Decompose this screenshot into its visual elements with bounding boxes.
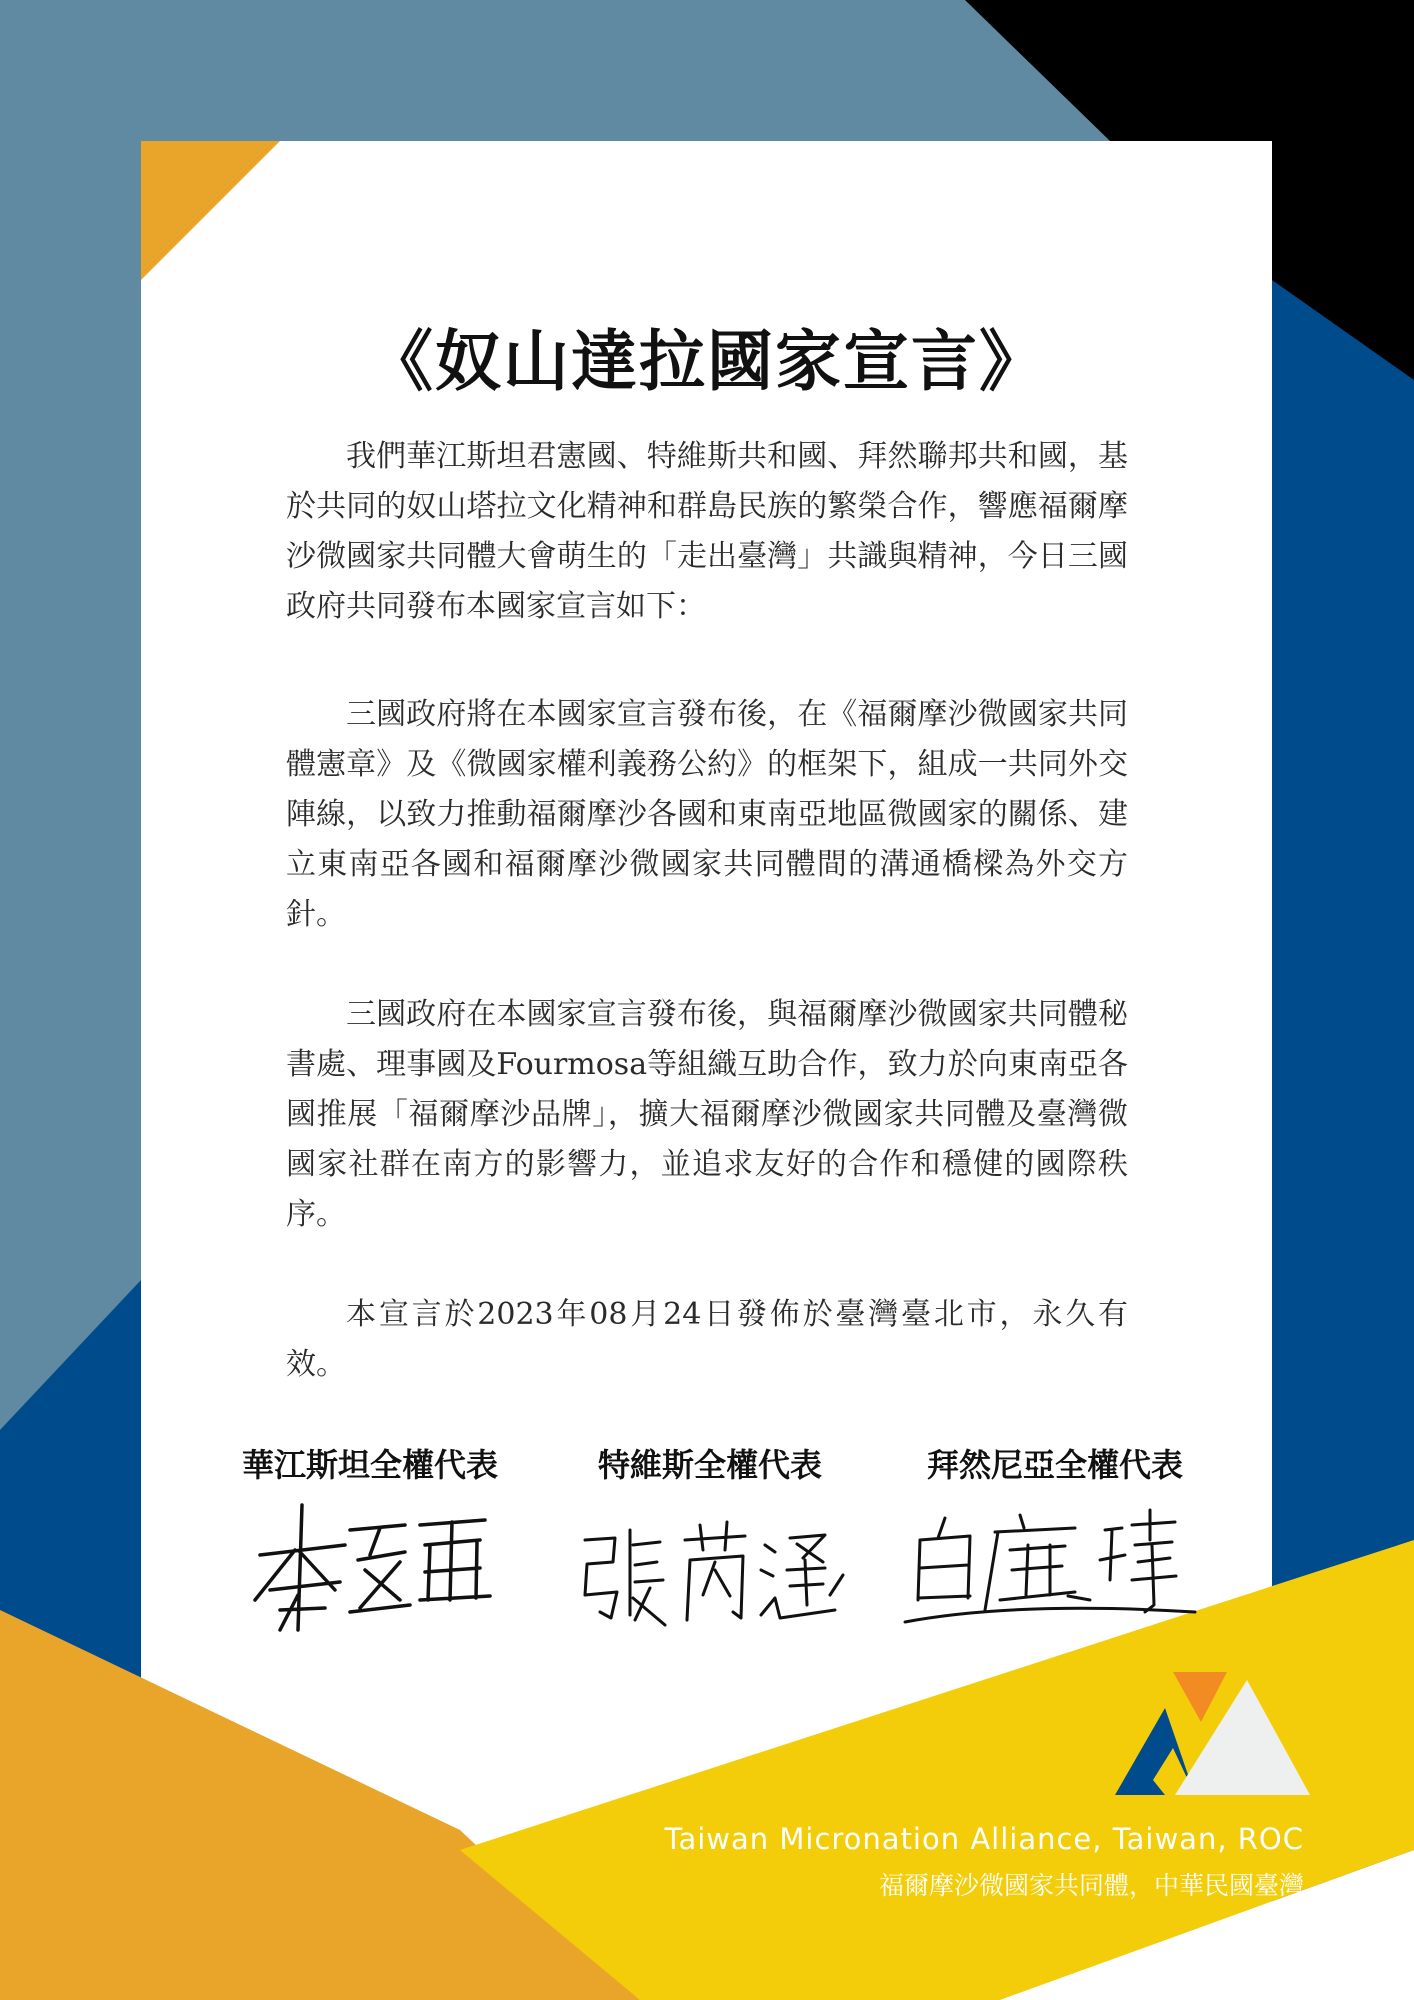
footer-english-name: Taiwan Micronation Alliance, Taiwan, ROC (664, 1822, 1304, 1856)
paragraph-2: 三國政府將在本國家宣言發布後，在《福爾摩沙微國家共同體憲章》及《微國家權利義務公約》的框架下，組成一共同外交陣線，以致力推動福爾摩沙各國和東南亞地區微國家的關係、建立東南亞各國和福爾摩沙微國家共同體間的溝通橋樑為外交方針。 (286, 697, 1128, 932)
signature-2 (575, 1500, 845, 1640)
signature-3-strokes (900, 1500, 1200, 1640)
signature-1 (240, 1500, 500, 1640)
paragraph-4: 本宣言於2023年08月24日發佈於臺灣臺北市，永久有效。 (286, 1297, 1128, 1382)
signature-1-strokes (240, 1500, 500, 1640)
representative-label-1: 華江斯坦全權代表 (241, 1446, 498, 1484)
representative-label-3: 拜然尼亞全權代表 (926, 1446, 1183, 1484)
mountain-logo-icon (1115, 1670, 1310, 1800)
paragraph-1: 我們華江斯坦君憲國、特維斯共和國、拜然聯邦共和國，基於共同的奴山塔拉文化精神和群島民族的繁榮合作，響應福爾摩沙微國家共同體大會萌生的「走出臺灣」共識與精神，今日三國政府共同發布本國家宣言如下： (286, 439, 1128, 624)
logo-orange-triangle (1173, 1672, 1227, 1722)
paragraph-3: 三國政府在本國家宣言發布後，與福爾摩沙微國家共同體秘書處、理事國及Fourmosa等組織互助合作，致力於向東南亞各國推展「福爾摩沙品牌」，擴大福爾摩沙微國家共同體及臺灣微國家社群在南方的影響力，並追求友好的合作和穩健的國際秩序。 (286, 997, 1128, 1232)
declaration-title: 《奴山達拉國家宣言》 (367, 322, 1047, 400)
footer-chinese-name: 福爾摩沙微國家共同體，中華民國臺灣 (878, 1871, 1304, 1900)
representative-label-2: 特維斯全權代表 (597, 1446, 822, 1484)
alliance-logo (1115, 1670, 1310, 1800)
signature-2-strokes (575, 1500, 845, 1640)
signature-3 (900, 1500, 1200, 1640)
